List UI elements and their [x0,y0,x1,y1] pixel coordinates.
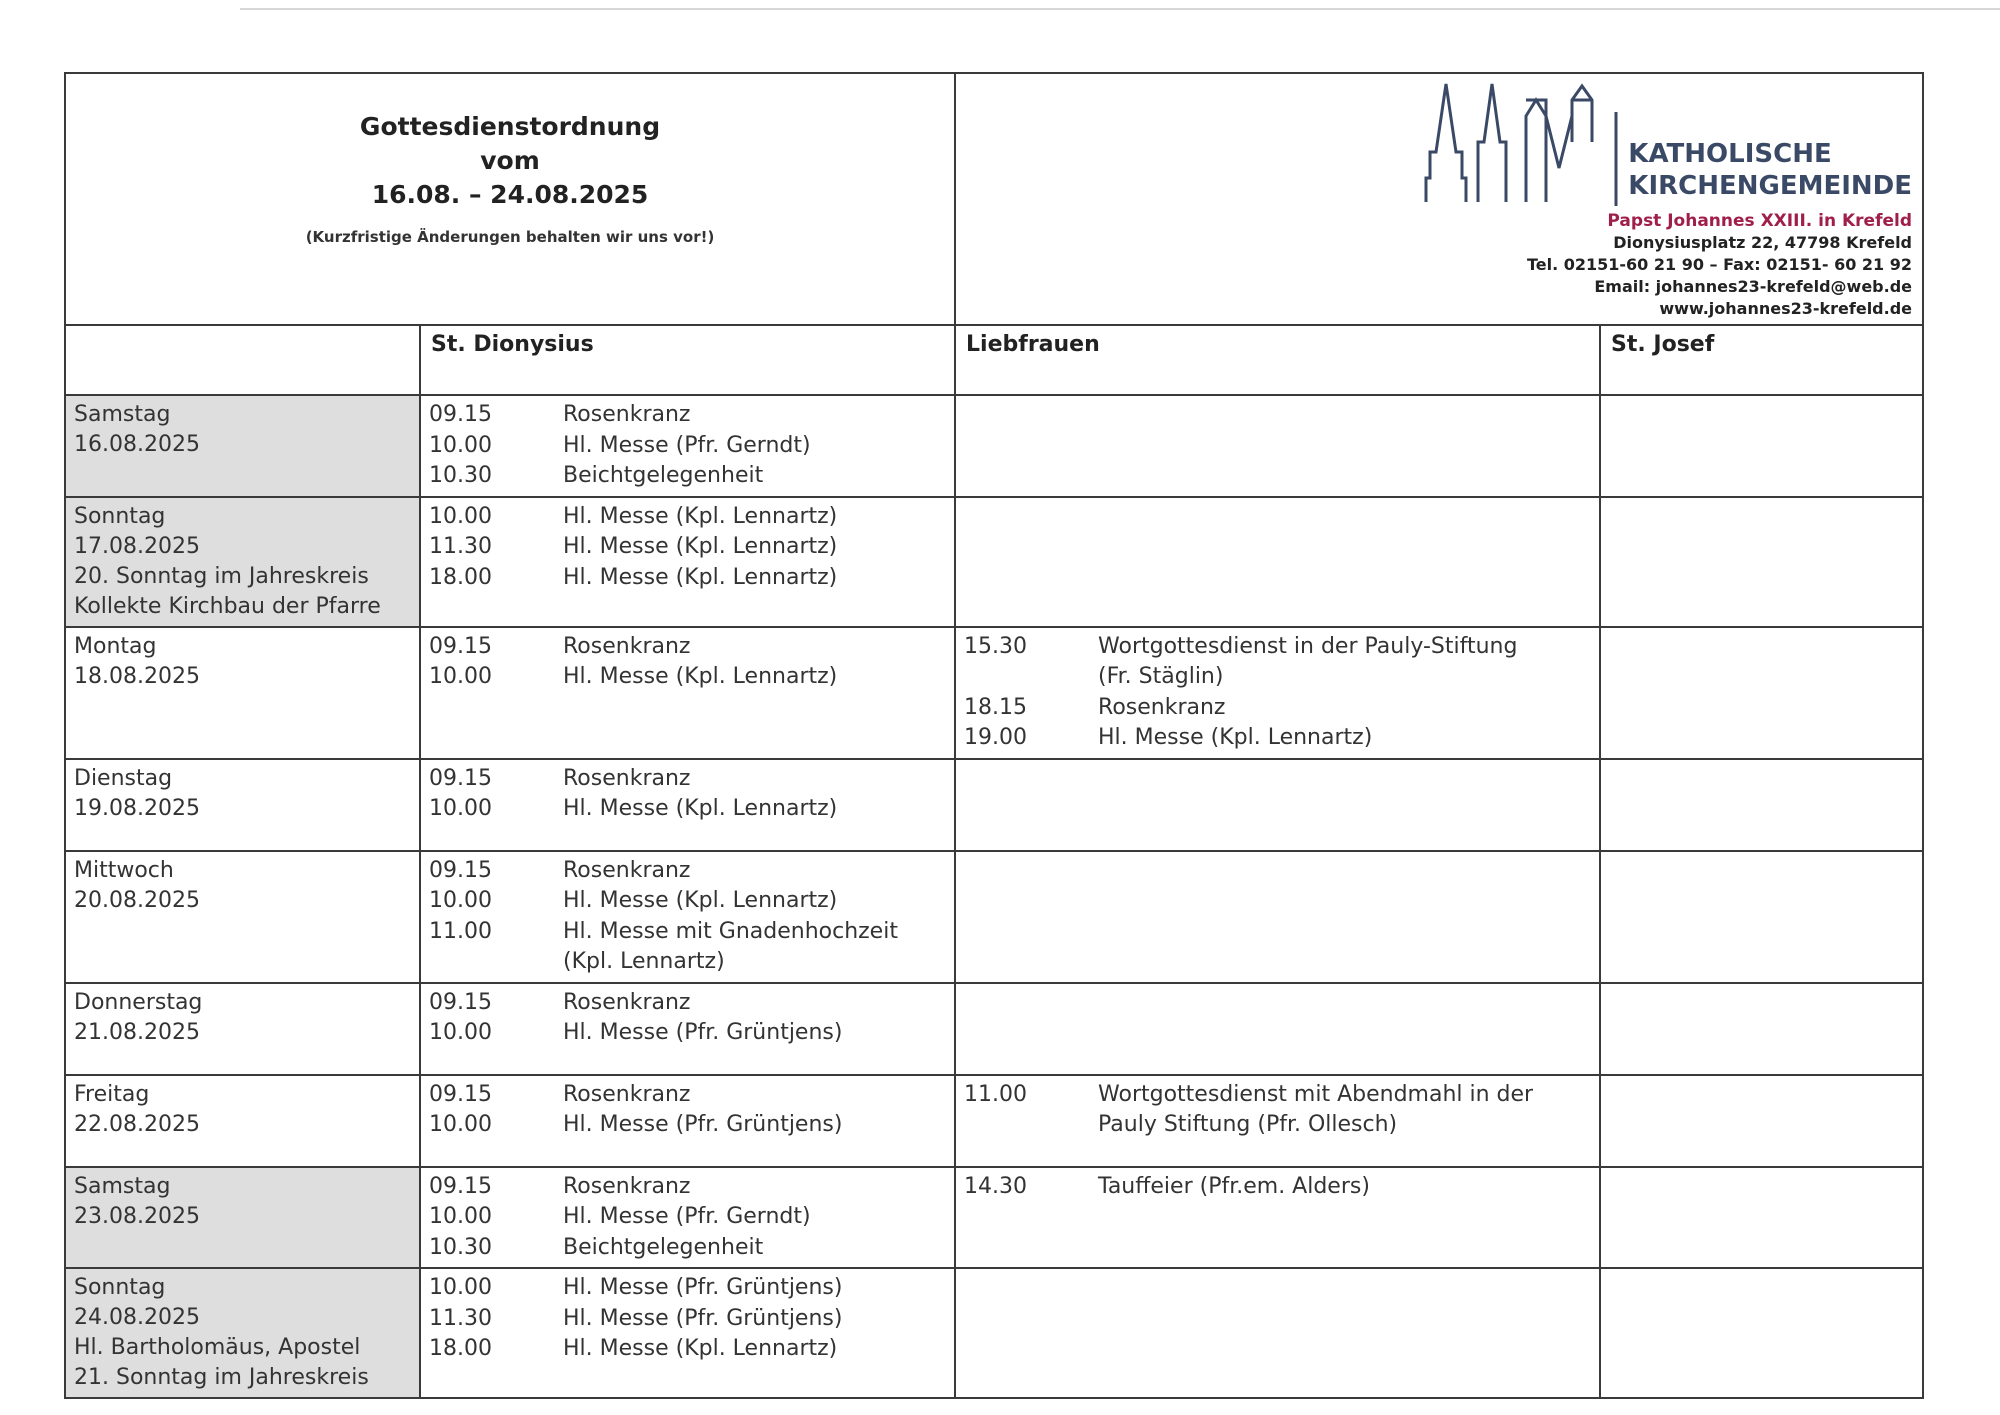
service-time: 11.30 [429,1305,492,1331]
services-liebfrauen [955,1167,1600,1269]
services-liebfrauen [955,1075,1600,1167]
service-time: 10.00 [429,1112,492,1137]
day-note: Kollekte Kirchbau der Pfarre [74,593,381,619]
service-entry [964,1172,1591,1203]
service-time: 15.30 [964,633,1027,659]
date: 20.08.2025 [74,887,200,913]
service-time: 09.15 [429,402,492,427]
service-description: Hl. Messe (Kpl. Lennartz) [563,796,838,821]
logo-line-1: KATHOLISCHE [1628,139,1832,169]
day-row [65,497,1923,627]
weekday: Sonntag [74,503,166,529]
services-dionysius [420,851,955,983]
service-time: 10.00 [429,664,492,689]
service-time: 10.00 [429,432,492,458]
service-entry [429,794,946,825]
service-description: Rosenkranz [563,633,691,659]
service-entry [429,1018,946,1049]
service-description: Hl. Messe (Pfr. Gerndt) [563,432,811,458]
day-row [65,395,1923,497]
service-time: 09.15 [429,633,492,659]
services-josef [1600,851,1923,983]
day-label-cell [65,497,420,627]
service-entry [429,856,946,887]
service-entry [429,400,946,431]
service-description: Hl. Messe (Pfr. Gerndt) [563,1204,811,1229]
weekday: Dienstag [74,765,173,791]
day-label-cell [65,395,420,497]
service-entry [429,563,946,594]
service-description: Wortgottesdienst mit Abendmahl in der [1098,1081,1534,1107]
service-entry [964,1080,1591,1111]
service-description: Beichtgelegenheit [563,463,764,488]
date: 24.08.2025 [74,1305,200,1330]
service-time: 10.00 [429,1204,492,1229]
day-label-cell [65,851,420,983]
service-entry [964,723,1591,754]
service-time: 10.00 [429,796,492,821]
services-josef [1600,1268,1923,1398]
day-row [65,1167,1923,1269]
changes-note: (Kurzfristige Änderungen behalten wir uns vor!) [305,228,715,246]
day-row [65,627,1923,759]
day-label-cell [65,1167,420,1269]
services-dionysius [420,1075,955,1167]
day-row [65,1268,1923,1398]
service-time [429,947,563,978]
day-row [65,983,1923,1075]
service-time: 10.30 [429,1234,492,1260]
logo-line-2: KIRCHENGEMEINDE [1628,171,1913,201]
service-entry [429,1202,946,1233]
service-time: 10.30 [429,463,492,488]
service-entry [429,1334,946,1365]
day-label-cell [65,759,420,851]
schedule-table [64,72,1924,1399]
date: 22.08.2025 [74,1111,200,1137]
service-description: Hl. Messe (Kpl. Lennartz) [563,503,838,529]
service-entry [429,431,946,462]
day-label-cell [65,1268,420,1398]
services-dionysius [420,759,955,851]
service-description: Rosenkranz [1098,694,1226,720]
services-liebfrauen [955,395,1600,497]
service-time: 10.00 [429,1020,492,1045]
service-entry [429,632,946,663]
service-entry [429,988,946,1019]
services-dionysius [420,395,955,497]
service-description: Rosenkranz [563,402,691,427]
date: 21.08.2025 [74,1019,200,1045]
service-description: Beichtgelegenheit [563,1234,764,1260]
service-time: 14.30 [964,1173,1027,1199]
service-entry [964,693,1591,724]
service-entry [429,461,946,492]
services-josef [1600,497,1923,627]
title-line-1: Gottesdienstordnung [359,112,661,141]
parish-logo [1422,82,1912,320]
service-time: 09.15 [429,989,492,1015]
services-dionysius [420,1167,955,1269]
title-date-range: 16.08. – 24.08.2025 [371,180,649,209]
date: 17.08.2025 [74,533,200,559]
title-cell [65,73,955,325]
service-description: Rosenkranz [563,1173,691,1199]
schedule-document [64,72,1922,1399]
service-description: Hl. Messe (Kpl. Lennartz) [563,564,838,590]
service-description: Hl. Messe mit Gnadenhochzeit [563,918,898,944]
service-time: 11.00 [964,1081,1027,1107]
colhead-liebfrauen: Liebfrauen [955,325,1600,395]
service-description: (Fr. Stäglin) [1098,664,1224,689]
service-entry [429,502,946,533]
services-josef [1600,395,1923,497]
services-liebfrauen [955,851,1600,983]
weekday: Mittwoch [74,857,174,883]
service-description: Rosenkranz [563,1081,691,1107]
service-entry [429,1172,946,1203]
service-description: Hl. Messe (Pfr. Grüntjens) [563,1020,843,1045]
weekday: Samstag [74,402,171,427]
service-entry [429,1233,946,1264]
services-josef [1600,627,1923,759]
service-time: 18.00 [429,564,492,590]
weekday: Samstag [74,1173,171,1199]
day-row [65,759,1923,851]
colhead-day [65,325,420,395]
service-entry [429,886,946,917]
service-entry [429,662,946,693]
service-time: 19.00 [964,725,1027,750]
service-description: Hl. Messe (Pfr. Grüntjens) [563,1275,843,1300]
service-entry [429,532,946,563]
services-liebfrauen [955,759,1600,851]
day-row [65,1075,1923,1167]
service-entry [429,1110,946,1141]
services-liebfrauen [955,983,1600,1075]
service-time: 09.15 [429,1081,492,1107]
date: 23.08.2025 [74,1203,200,1229]
column-header-row [65,325,1923,395]
day-label-cell [65,627,420,759]
weekday: Montag [74,633,157,659]
service-description: Hl. Messe (Kpl. Lennartz) [1098,725,1373,750]
date: 18.08.2025 [74,663,200,689]
service-description: Rosenkranz [563,765,691,791]
service-entry [429,1080,946,1111]
services-josef [1600,1167,1923,1269]
services-liebfrauen [955,497,1600,627]
title-line-2: vom [480,146,540,175]
service-entry [429,917,946,948]
service-time: 10.00 [429,1275,492,1300]
email-address[interactable]: Email: johannes23-krefeld@web.de [1594,277,1913,296]
colhead-st-josef: St. Josef [1600,325,1923,395]
service-time: 11.30 [429,534,492,559]
service-description: Hl. Messe (Kpl. Lennartz) [563,664,838,689]
date: 19.08.2025 [74,795,200,821]
service-description: Hl. Messe (Kpl. Lennartz) [563,1336,838,1361]
logo-cell [955,73,1923,325]
service-description: Hl. Messe (Kpl. Lennartz) [563,888,838,913]
service-time: 09.15 [429,765,492,791]
service-description: Rosenkranz [563,989,691,1015]
service-time: 09.15 [429,1173,492,1199]
service-entry [429,764,946,795]
day-label-cell [65,1075,420,1167]
weekday: Freitag [74,1081,150,1107]
colhead-st-dionysius: St. Dionysius [420,325,955,395]
day-note: 21. Sonntag im Jahreskreis [74,1365,369,1390]
service-description: Rosenkranz [563,857,691,883]
service-description: Wortgottesdienst in der Pauly-Stiftung [1098,633,1518,659]
service-time: 10.00 [429,503,492,529]
services-dionysius [420,497,955,627]
weekday: Donnerstag [74,989,203,1015]
service-entry [964,632,1591,663]
phone-fax: Tel. 02151-60 21 90 – Fax: 02151- 60 21 92 [1526,255,1913,274]
services-dionysius [420,983,955,1075]
church-towers-icon [1422,82,1622,206]
day-note: 20. Sonntag im Jahreskreis [74,563,369,589]
service-time: 18.00 [429,1336,492,1361]
address: Dionysiusplatz 22, 47798 Krefeld [1613,233,1913,252]
service-time: 09.15 [429,857,492,883]
day-label-cell [65,983,420,1075]
day-row [65,851,1923,983]
service-time [964,1110,1098,1141]
service-entry [964,1110,1591,1141]
service-entry [429,947,946,978]
service-time: 11.00 [429,918,492,944]
services-dionysius [420,1268,955,1398]
services-josef [1600,983,1923,1075]
service-entry [964,662,1591,693]
service-entry [429,1273,946,1304]
service-description: Pauly Stiftung (Pfr. Ollesch) [1098,1112,1398,1137]
service-description: Tauffeier (Pfr.em. Alders) [1098,1173,1370,1199]
header-row [65,73,1923,325]
website-link[interactable]: www.johannes23-krefeld.de [1659,299,1913,318]
service-time: 18.15 [964,694,1027,720]
service-description: Hl. Messe (Pfr. Grüntjens) [563,1112,843,1137]
services-josef [1600,759,1923,851]
date: 16.08.2025 [74,432,200,457]
services-josef [1600,1075,1923,1167]
services-liebfrauen [955,627,1600,759]
service-description: Hl. Messe (Pfr. Grüntjens) [563,1305,843,1331]
service-time [964,662,1098,693]
scan-edge-line [240,8,2000,10]
services-liebfrauen [955,1268,1600,1398]
service-description: Hl. Messe (Kpl. Lennartz) [563,534,838,559]
parish-name: Papst Johannes XXIII. in Krefeld [1607,211,1913,231]
weekday: Sonntag [74,1275,166,1300]
service-entry [429,1304,946,1335]
service-time: 10.00 [429,888,492,913]
day-note: Hl. Bartholomäus, Apostel [74,1335,361,1360]
service-description: (Kpl. Lennartz) [563,949,725,974]
services-dionysius [420,627,955,759]
